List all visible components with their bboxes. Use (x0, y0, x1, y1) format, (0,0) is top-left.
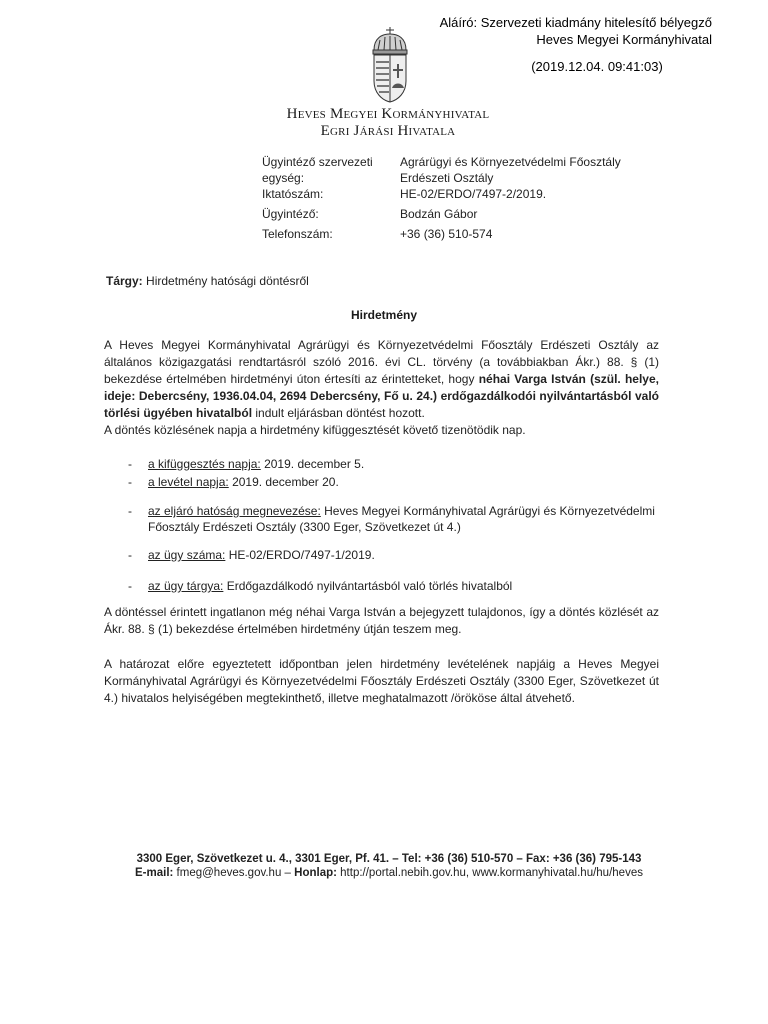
list-item (128, 503, 663, 535)
signer-organization: Heves Megyei Kormányhivatal (536, 32, 712, 47)
list-item (128, 474, 663, 490)
item-value: Erdőgazdálkodó nyilvántartásból való törlés hivatalból (223, 579, 513, 593)
footer-email-label: E-mail: (135, 867, 174, 879)
subject-label: Tárgy: (106, 274, 143, 288)
list-item (128, 547, 663, 563)
item-label: az ügy száma: (148, 548, 226, 562)
footer-separator: – (281, 867, 295, 879)
item-label: a levétel napja: (148, 475, 229, 489)
meta-phone-label: Telefonszám: (262, 227, 333, 241)
bullet-list-case-number (128, 547, 663, 563)
footer-web-label: Honlap: (294, 867, 337, 879)
meta-filing-value: HE-02/ERDO/7497-2/2019. (400, 187, 547, 201)
footer-contact (104, 852, 674, 880)
signature-stamp (412, 14, 712, 75)
item-label: az eljáró hatóság megnevezése: (148, 504, 321, 518)
list-item (128, 456, 663, 472)
subject-line (106, 274, 309, 288)
office-name-line1: Heves Megyei Kormányhivatal (286, 106, 490, 122)
meta-filing-label: Iktatószám: (262, 187, 324, 201)
signer-line: Aláíró: Szervezeti kiadmány hitelesítő bélyegző (439, 15, 712, 30)
case-metadata (262, 154, 700, 242)
item-value: Heves Megyei Kormányhivatal Agrárügyi és Környezetvédelmi Főosztály Erdészeti Osztály (3300 Eger, Szövetkezet út 4.) (148, 504, 655, 534)
document-title: Hirdetmény (350, 308, 418, 322)
office-name-line2: Egri Járási Hivatala (320, 123, 456, 139)
meta-unit-row-1 (262, 154, 700, 170)
paragraph-announcement (104, 337, 659, 439)
office-name (258, 106, 518, 140)
paragraph-owner: A döntéssel érintett ingatlanon még néhai Varga István a bejegyzett tulajdonos, így a döntés közlését az Ákr. 88. § (1) bekezdése értelmében hirdetmény útján teszem meg. (104, 605, 659, 636)
coat-of-arms-icon (368, 26, 412, 104)
signature-timestamp: (2019.12.04. 09:41:03) (531, 59, 663, 74)
announcement-bold: néhai Varga István (szül. helye, ideje: Debercsény, 1936.04.04, 2694 Debercsény, Fő u. 24.) erdőgazdálkodói nyilvántartásból való törlési ügyében hivatalból (104, 372, 659, 420)
item-value: HE-02/ERDO/7497-1/2019. (225, 548, 375, 562)
meta-phone-value: +36 (36) 510-574 (400, 227, 493, 241)
meta-unit-label: Ügyintéző szervezeti (262, 155, 373, 169)
meta-phone-row (262, 226, 700, 242)
announcement-part2: indult eljárásban döntést hozott. (252, 406, 425, 420)
bullet-list-authority (128, 503, 663, 535)
footer-address: 3300 Eger, Szövetkezet u. 4., 3301 Eger, Pf. 41. – Tel: +36 (36) 510-570 – Fax: +36 (36) 795-143 (136, 853, 642, 865)
list-item (128, 578, 663, 594)
meta-unit-value-cont: Erdészeti Osztály (400, 171, 494, 185)
subject-text: Hirdetmény hatósági döntésről (142, 274, 309, 288)
meta-unit-value: Agrárügyi és Környezetvédelmi Főosztály (400, 155, 621, 169)
announcement-part1: A Heves Megyei Kormányhivatal Agrárügyi és Környezetvédelmi Főosztály Erdészeti Osztály az általános közigazgatási rendtartásról szóló 2016. évi CL. törvény (a továbbiakban Ákr.) 88. § (1) bekezdése értelmében hirdetményi úton értesíti az érintetteket, hogy (104, 338, 659, 386)
item-label: az ügy tárgya: (148, 579, 224, 593)
meta-unit-row-2 (262, 170, 700, 186)
item-value: 2019. december 5. (260, 457, 365, 471)
footer-web-line (104, 866, 674, 880)
meta-officer-value: Bodzán Gábor (400, 207, 478, 221)
item-label: a kifüggesztés napja: (148, 457, 261, 471)
bullet-list-case-subject (128, 578, 663, 594)
meta-officer-row (262, 206, 700, 222)
meta-filing-row (262, 186, 700, 202)
item-value: 2019. december 20. (228, 475, 339, 489)
announcement-text (104, 337, 659, 422)
paragraph-inspection: A határozat előre egyeztetett időpontban jelen hirdetmény levételének napjáig a Heves Megyei Kormányhivatal Agrárügyi és Környezetvédelmi Főosztály Erdészeti Osztály (3300 Eger, Szövetkezet út 4.) hivatalos helyiségében megtekinthető, illetve meghatalmazott /örököse által átvehető. (104, 657, 659, 705)
meta-officer-label: Ügyintéző: (262, 207, 319, 221)
footer-email: fmeg@heves.gov.hu (173, 867, 282, 879)
meta-unit-label-cont: egység: (262, 171, 305, 185)
bullet-list (128, 456, 663, 490)
footer-website: http://portal.nebih.gov.hu, www.kormanyhivatal.hu/hu/heves (336, 867, 643, 879)
announcement-line2: A döntés közlésének napja a hirdetmény kifüggesztését követő tizenötödik nap. (104, 423, 526, 437)
